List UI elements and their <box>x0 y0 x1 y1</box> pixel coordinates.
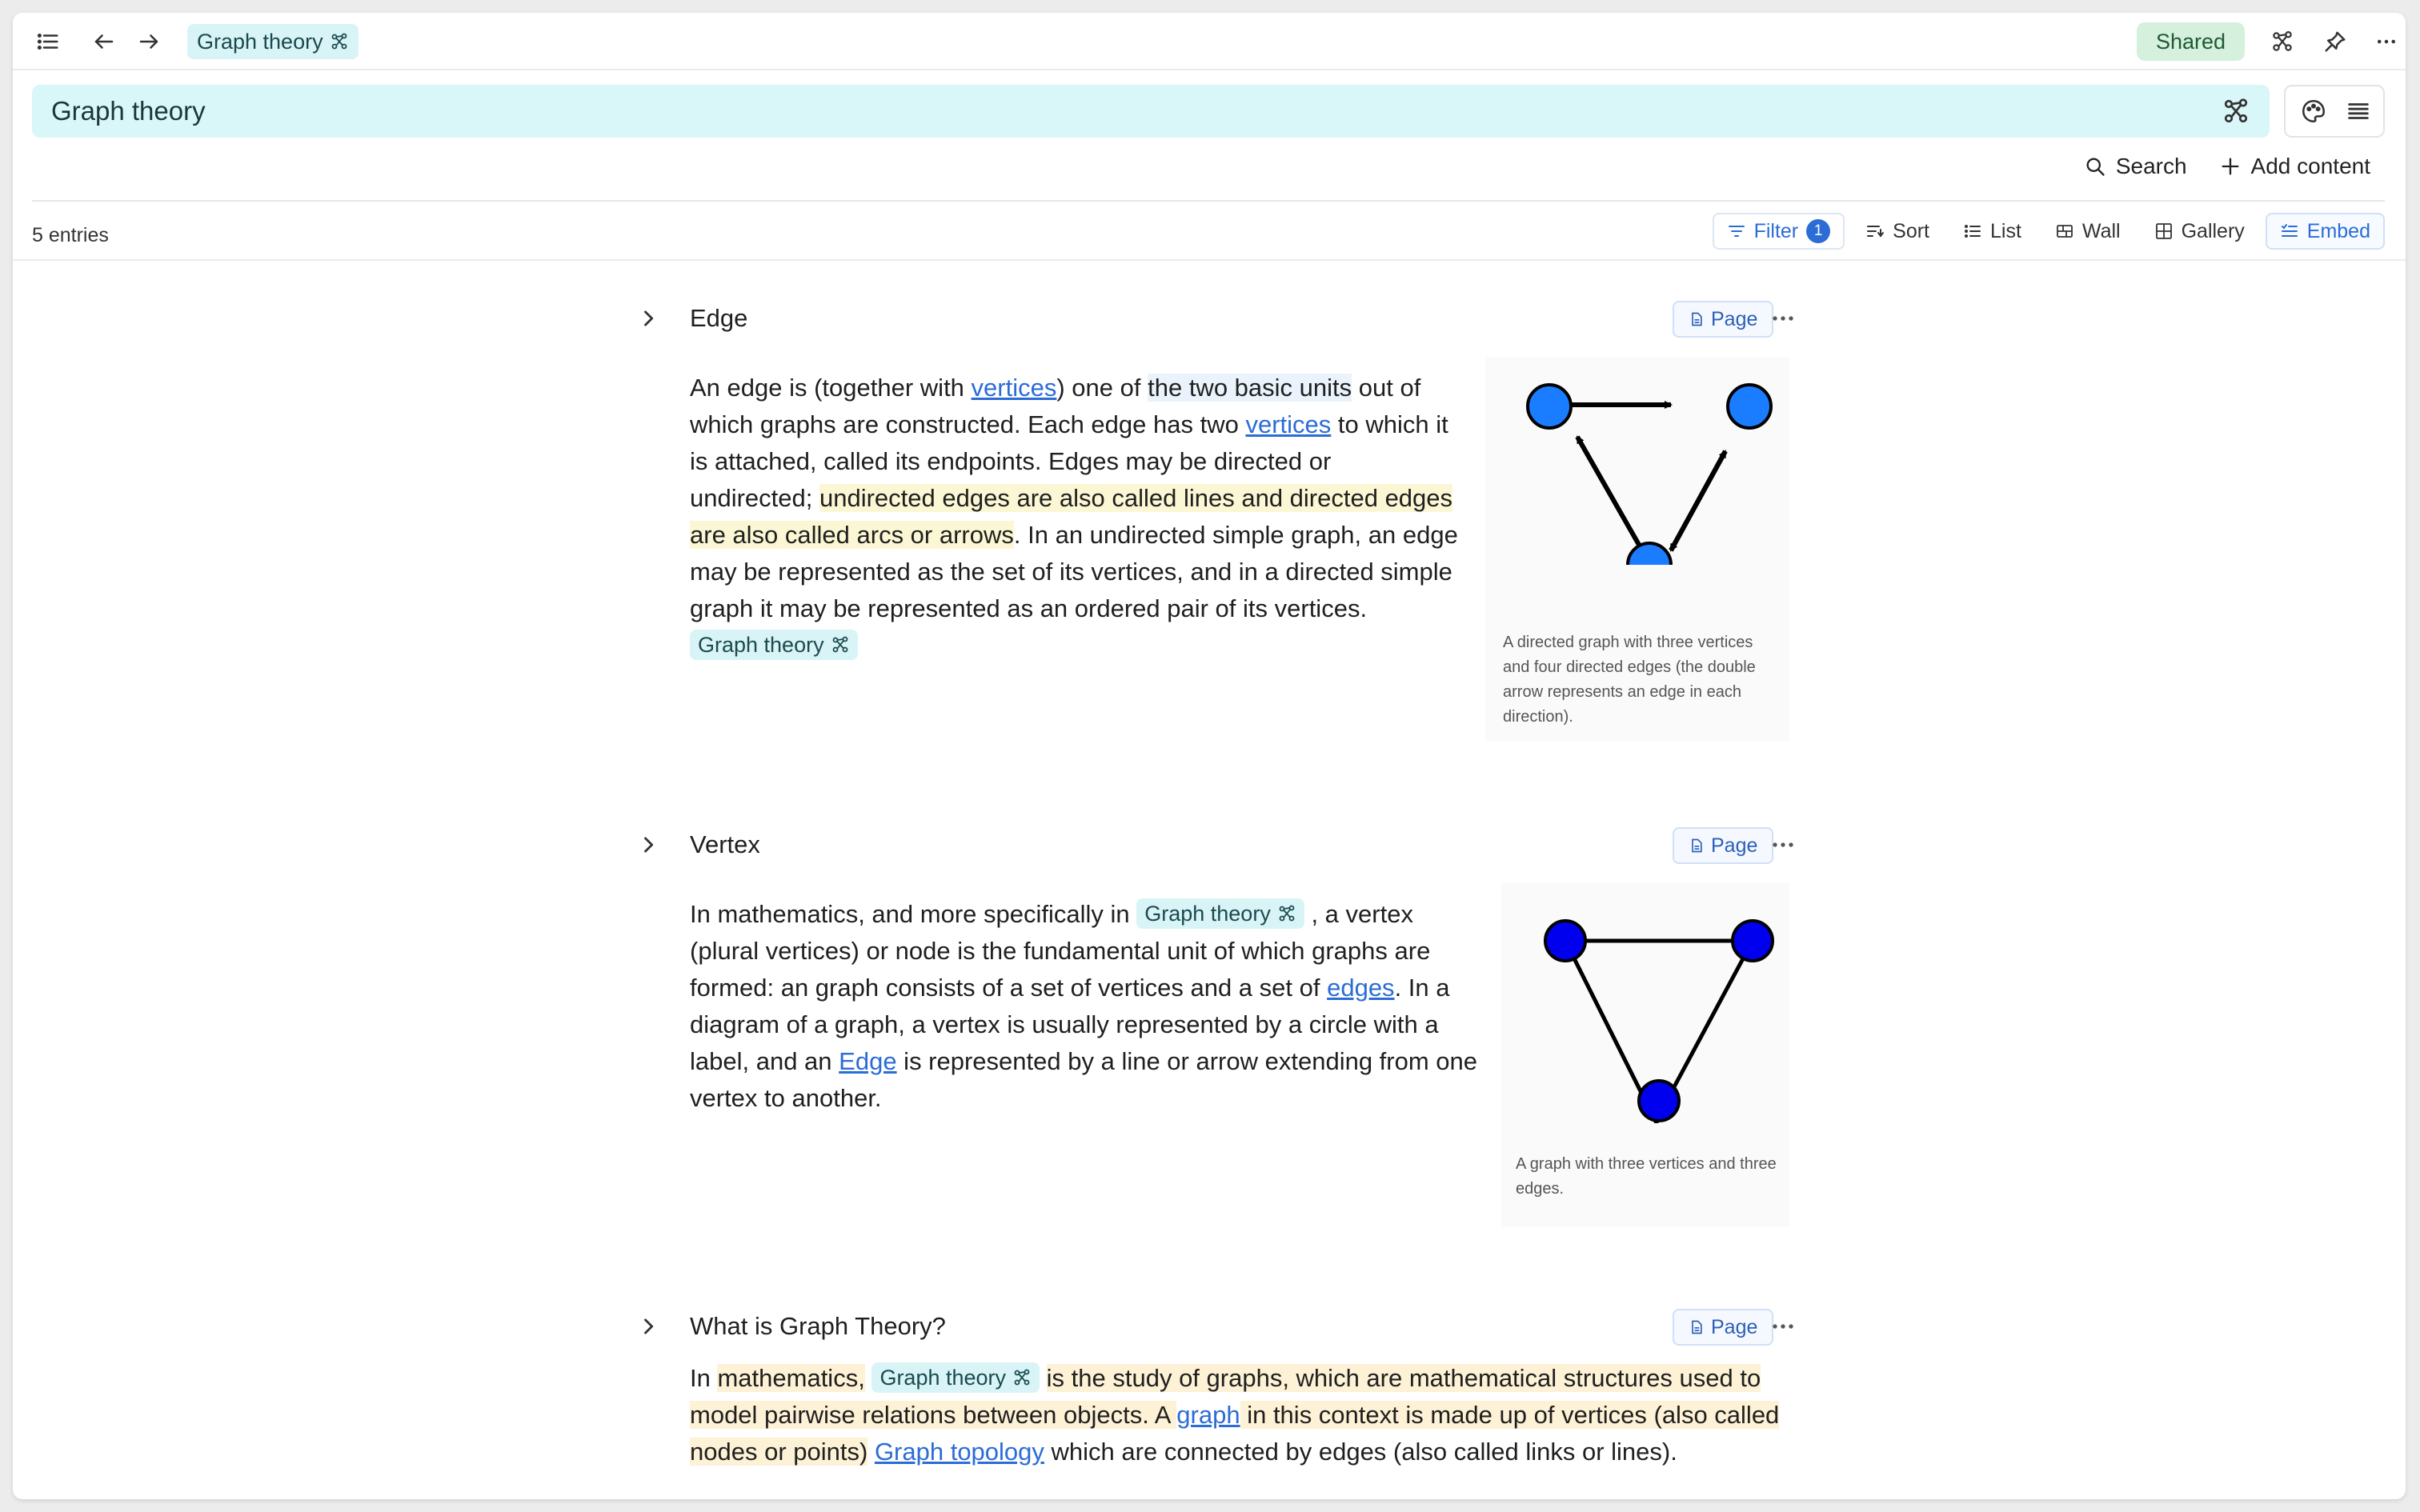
app-window <box>13 13 2406 1499</box>
entry-body <box>690 1360 1794 1470</box>
body-text: In mathematics, and more specifically in <box>690 900 1137 928</box>
graph-tag-icon <box>1012 1368 1032 1387</box>
toolbar-divider <box>13 259 2406 261</box>
wall-icon <box>2055 222 2074 241</box>
gallery-view-button[interactable] <box>2142 213 2258 250</box>
graph-tag-icon <box>1277 904 1296 923</box>
embed-view-button[interactable] <box>2266 213 2385 250</box>
page-title[interactable]: Graph theory <box>51 96 206 126</box>
vertices-link[interactable]: vertices <box>971 374 1057 402</box>
highlight-text: the two basic units <box>1148 374 1352 402</box>
filter-button[interactable] <box>1713 213 1845 250</box>
graph-tag-icon <box>330 32 349 51</box>
entry-body <box>690 370 1458 664</box>
content-actions <box>2084 154 2370 179</box>
breadcrumb-tag-label: Graph theory <box>197 30 323 54</box>
inline-graph-tag[interactable] <box>690 630 858 660</box>
body-text: ) one of <box>1056 374 1148 402</box>
body-text: In <box>690 1364 718 1392</box>
graph-view-icon[interactable] <box>2268 27 2297 56</box>
sort-label: Sort <box>1893 219 1929 242</box>
gallery-icon <box>2154 222 2174 241</box>
pin-icon[interactable] <box>2321 27 2350 56</box>
highlight-text: in this context is made up of vertices (also called nodes or points) <box>690 1401 1780 1466</box>
body-text: . In a diagram of a graph, a vertex is usually represented by a circle with a label, and an <box>690 974 1450 1075</box>
add-content-button[interactable] <box>2219 154 2370 179</box>
entries-count: 5 entries <box>32 224 109 246</box>
graph-edge <box>1671 451 1725 550</box>
search-label: Search <box>2115 154 2187 178</box>
embed-label: Embed <box>2306 219 2370 242</box>
body-text: out of which graphs are constructed. Each edge has two <box>690 374 1421 438</box>
filter-icon <box>1727 222 1746 241</box>
list-label: List <box>1990 219 2021 242</box>
add-content-label: Add content <box>2250 154 2370 178</box>
highlight-text: is the study of graphs, which are mathematical structures used to model pairwise relations between objects. A <box>690 1364 1761 1429</box>
page-button[interactable] <box>1673 301 1773 338</box>
graph-tag-icon <box>831 635 850 654</box>
undirected-graph-figure <box>1501 883 1789 1227</box>
tag-label: Graph theory <box>1144 902 1271 926</box>
wall-label: Wall <box>2081 219 2121 242</box>
entry-title[interactable]: What is Graph Theory? <box>690 1312 946 1340</box>
graph-edge <box>1577 437 1649 562</box>
inline-graph-tag[interactable] <box>871 1362 1040 1393</box>
filter-label: Filter <box>1753 219 1799 242</box>
view-toolbar <box>1713 213 2385 250</box>
top-bar <box>13 13 2406 70</box>
chevron-right-icon[interactable] <box>637 834 659 856</box>
graph-vertex <box>1639 1081 1679 1121</box>
figure-caption: A directed graph with three vertices and four directed edges (the double arrow represents an edge in each direction). <box>1503 634 1756 726</box>
wall-view-button[interactable] <box>2042 213 2134 250</box>
edge-link[interactable]: Edge <box>839 1047 897 1075</box>
entry-more-icon[interactable] <box>1765 302 1801 334</box>
body-text: is represented by a line or arrow extending from one vertex to another. <box>690 1047 1478 1112</box>
highlight-text: mathematics, <box>717 1364 865 1392</box>
graph-vertex <box>1528 385 1571 428</box>
shared-badge[interactable]: Shared <box>2137 22 2245 61</box>
palette-icon[interactable] <box>2300 98 2329 126</box>
gallery-label: Gallery <box>2181 219 2245 242</box>
search-button[interactable] <box>2084 154 2187 179</box>
page-icon <box>1689 311 1705 327</box>
more-menu-icon[interactable] <box>2372 27 2401 56</box>
forward-arrow-icon[interactable] <box>134 27 163 56</box>
breadcrumb-tag[interactable] <box>187 24 359 59</box>
plus-icon <box>2219 155 2242 178</box>
graph-vertex <box>1628 543 1671 565</box>
page-button[interactable] <box>1673 827 1773 864</box>
page-label: Page <box>1711 307 1758 330</box>
body-text: . In an undirected simple graph, an edge may be represented as the set of its vertices, and in a directed simple graph it may be represented as an ordered pair of its vertices. <box>690 521 1458 622</box>
body-text: An edge is (together with <box>690 374 972 402</box>
tag-label: Graph theory <box>879 1366 1007 1390</box>
figure-caption: A graph with three vertices and three edges. <box>1516 1155 1777 1198</box>
page-title-bar <box>32 85 2270 138</box>
graph-vertex <box>1728 385 1771 428</box>
graph-topology-link[interactable]: Graph topology <box>874 1438 1044 1466</box>
page-label: Page <box>1711 1315 1758 1338</box>
embed-icon <box>2280 222 2299 241</box>
filter-count-badge: 1 <box>1806 219 1830 243</box>
entry-title[interactable]: Edge <box>690 304 748 332</box>
edges-link[interactable]: edges <box>1327 974 1395 1002</box>
text-lines-icon[interactable] <box>2345 98 2374 126</box>
inline-graph-tag[interactable] <box>1136 898 1304 929</box>
page-icon <box>1689 838 1705 854</box>
list-icon <box>1963 222 1982 241</box>
page-icon <box>1689 1319 1705 1335</box>
graph-vertex <box>1733 921 1773 961</box>
sort-icon <box>1865 222 1885 241</box>
sidebar-toggle-icon[interactable] <box>34 27 62 56</box>
vertices-link[interactable]: vertices <box>1245 410 1332 438</box>
body-text: , a vertex (plural vertices) or node is the fundamental unit of which graphs are formed: an graph consists of a set of vertices and a set of <box>690 900 1431 1002</box>
entry-more-icon[interactable] <box>1765 829 1801 861</box>
directed-graph-figure <box>1485 357 1789 741</box>
body-text: to which it is attached, called its endpoints. Edges may be directed or undirected; <box>690 410 1448 512</box>
tag-label: Graph theory <box>698 633 824 657</box>
divider <box>32 200 2385 202</box>
entry-body <box>690 896 1482 1117</box>
appearance-controls <box>2284 85 2385 138</box>
sort-button[interactable] <box>1853 213 1942 250</box>
page-button[interactable] <box>1673 1309 1773 1346</box>
chevron-right-icon[interactable] <box>637 1315 659 1338</box>
entry-title[interactable]: Vertex <box>690 830 760 858</box>
highlight-text: undirected edges are also called lines and directed edges are also called arcs or arrows <box>690 484 1453 549</box>
graph-link[interactable]: graph <box>1176 1401 1240 1429</box>
undirected-graph-image <box>1501 883 1789 1123</box>
entry-more-icon[interactable] <box>1765 1310 1801 1342</box>
graph-icon[interactable] <box>2222 97 2250 126</box>
back-arrow-icon[interactable] <box>90 27 118 56</box>
chevron-right-icon[interactable] <box>637 307 659 330</box>
page-label: Page <box>1711 834 1758 857</box>
directed-graph-image <box>1485 357 1789 565</box>
list-view-button[interactable] <box>1950 213 2034 250</box>
body-text: which are connected by edges (also called links or lines). <box>1044 1438 1677 1466</box>
search-icon <box>2084 155 2106 178</box>
graph-vertex <box>1545 921 1585 961</box>
